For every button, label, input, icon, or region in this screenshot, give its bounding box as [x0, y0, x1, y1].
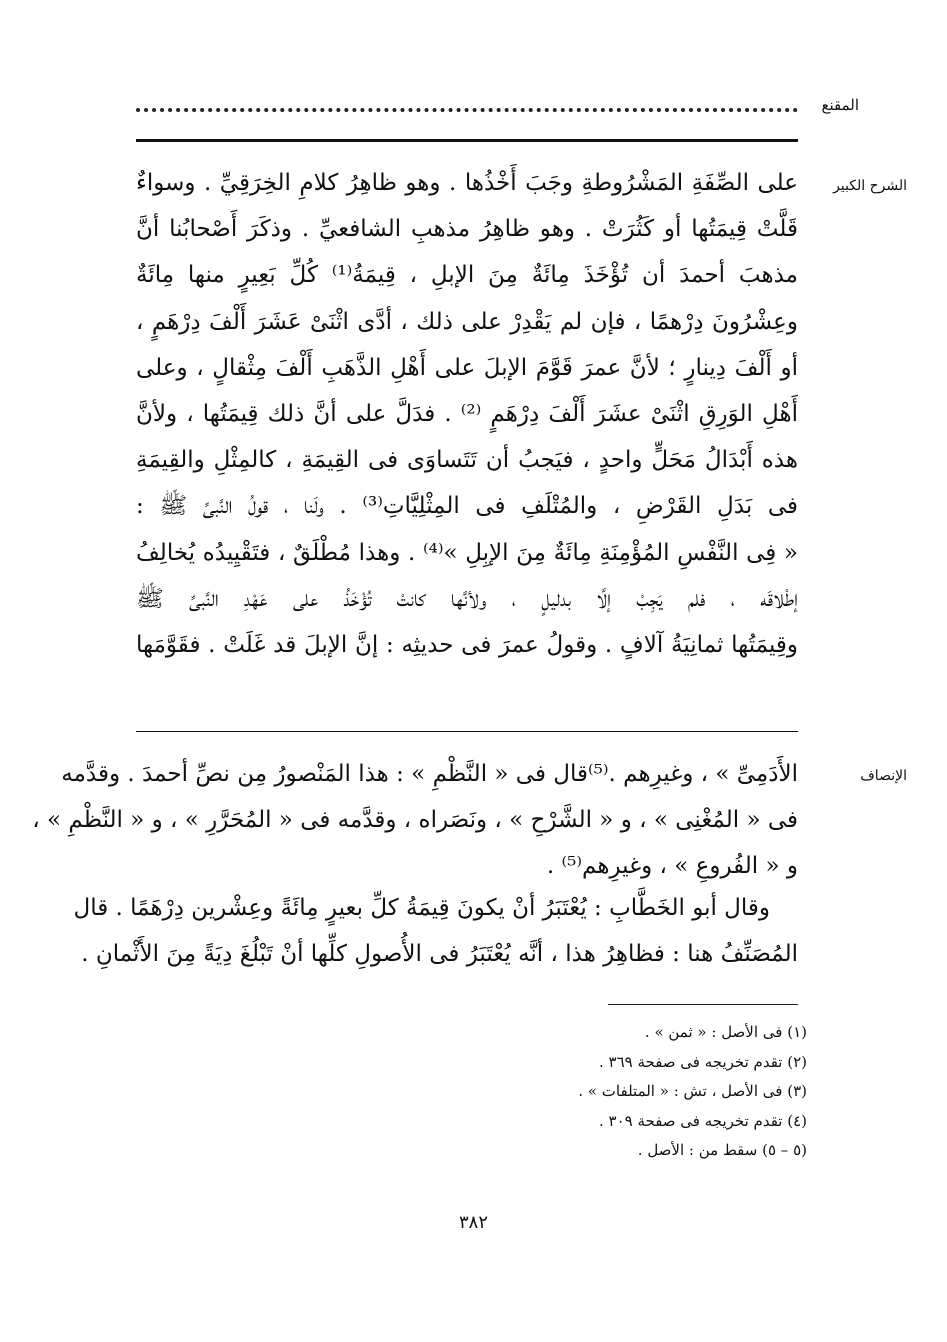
- page-number: ٣٨٢: [458, 1212, 488, 1233]
- text-line: أَهْلِ الوَرِقِ اثْنَىْ عشَرَ أَلْفَ دِرْهَمٍ ⁽²⁾ . فدَلَّ على أنَّ ذلك قِيمَتُها ، ولأنَّ: [136, 401, 798, 428]
- text-line: وقال أبو الخَطَّابِ : يُعْتَبَرُ أنْ يكونَ قِيمَةُ كلِّ بعيرٍ مِائَةً وعِشْرين دِرْهَمًا . قال: [73, 895, 770, 921]
- text-line: فى « المُغْنِى » ، و « الشَّرْحِ » ، ونَصَراه ، وقدَّمه فى « المُحَرَّرِ » ، و « النَّظْمِ » ،: [32, 807, 798, 834]
- insaf-paragraph-2: [73, 885, 798, 977]
- footnote: (٢) تقدم تخريجه فى صفحة ٣٦٩ .: [598, 1052, 807, 1071]
- footnote: (٥ – ٥) سقط من : الأصل .: [637, 1141, 807, 1159]
- margin-label-sharh: الشرح الكبير: [833, 178, 907, 194]
- text-line: هذه أَبْدَالُ مَحَلٍّ واحدٍ ، فيَجبُ أن تَتَساوَى فى القِيمَةِ ، كالمِثْلِ والقِيمَةِ: [136, 447, 798, 474]
- footnotes: [307, 1018, 807, 1166]
- text-line: مذهبَ أحمدَ أن تُؤْخَذَ مِائَةٌ مِنَ الإبلِ ، قِيمَةُ⁽¹⁾ كُلِّ بَعِيرٍ منها مِائَةٌ: [136, 262, 798, 289]
- footnote: (١) فى الأصل : « ثمن » .: [644, 1023, 807, 1041]
- footnote: (٤) تقدم تخريجه فى صفحة ٣٠٩ .: [598, 1111, 807, 1130]
- margin-label-insaf: الإنصاف: [860, 768, 907, 784]
- text-line: أو أَلْفَ دِينارٍ ؛ لأنَّ عمرَ قَوَّمَ الإبلَ على أَهْلِ الذَّهَبِ أَلْفَ مِثْقالٍ ، وعلى: [136, 354, 798, 381]
- text-line: و « الفُروعِ » ، وغيرِهم⁽⁵⁾ .: [546, 853, 798, 880]
- text-line: وقِيمَتُها ثمانِيَةُ آلافٍ . وقولُ عمرَ فى حديثِه : إنَّ الإبلَ قد غَلَتْ . فقَوَّمَها: [136, 632, 798, 659]
- running-title: المقنع: [821, 96, 859, 114]
- text-line: الأَدَمِىِّ » ، وغيرِهم .⁽⁵⁾قال فى « النَّظْمِ » : هذا المَنْصورُ مِن نصِّ أحمدَ . وقدَّمه: [61, 761, 798, 787]
- text-line: فى بَدَلِ القَرْضِ ، والمُتْلَفِ فى المِثْلِيَّاتِ⁽³⁾ . ولَنا ، قولُ النَّبىِّ ﷺ :: [136, 493, 798, 520]
- section-divider: [136, 731, 798, 732]
- text-line: « فِى النَّفْسِ المُؤْمِنَةِ مِائَةٌ مِنَ الإبِلِ »⁽⁴⁾ . وهذا مُطْلَقٌ ، فتَقْيِيدُه يُخالِفُ: [136, 539, 798, 566]
- text-line: المُصَنِّفُ هنا : فظاهِرُ هذا ، أنَّه يُعْتَبَرُ فى الأُصولِ كلِّها أنْ تَبْلُغَ دِيَةً مِنَ الأَثْمانِ .: [81, 941, 798, 968]
- footnote-rule: [608, 1004, 798, 1005]
- text-line: إطْلاقَه ، فلم يَجِبْ إلَّا بدليلٍ ، ولأنَّها كانتْ تُؤْخَذُ على عَهْدِ النَّبىِّ ﷺ: [136, 585, 798, 612]
- text-line: على الصِّفَةِ المَشْرُوطةِ وجَبَ أَخْذُها . وهو ظاهِرُ كلامِ الخِرَقِيِّ . وسواءٌ: [136, 170, 798, 196]
- footnote: (٣) فى الأصل ، تش : « المتلفات » .: [578, 1082, 807, 1100]
- text-line: وعِشْرُونَ دِرْهمًا ، فإن لم يَقْدِرْ على ذلك ، أدَّى اثْنَىْ عَشَرَ أَلْفَ دِرْهَمٍ ،: [136, 308, 798, 335]
- insaf-text-block: [32, 751, 798, 890]
- dotted-header-rule: [136, 108, 798, 112]
- header-rule: [136, 139, 798, 142]
- sharh-text-block: [136, 160, 798, 668]
- text-line: قَلَّتْ قِيمَتُها أو كَثُرَتْ . وهو ظاهِرُ مذهبِ الشافعيِّ . وذكَرَ أَصْحابُنا أنَّ: [136, 216, 798, 243]
